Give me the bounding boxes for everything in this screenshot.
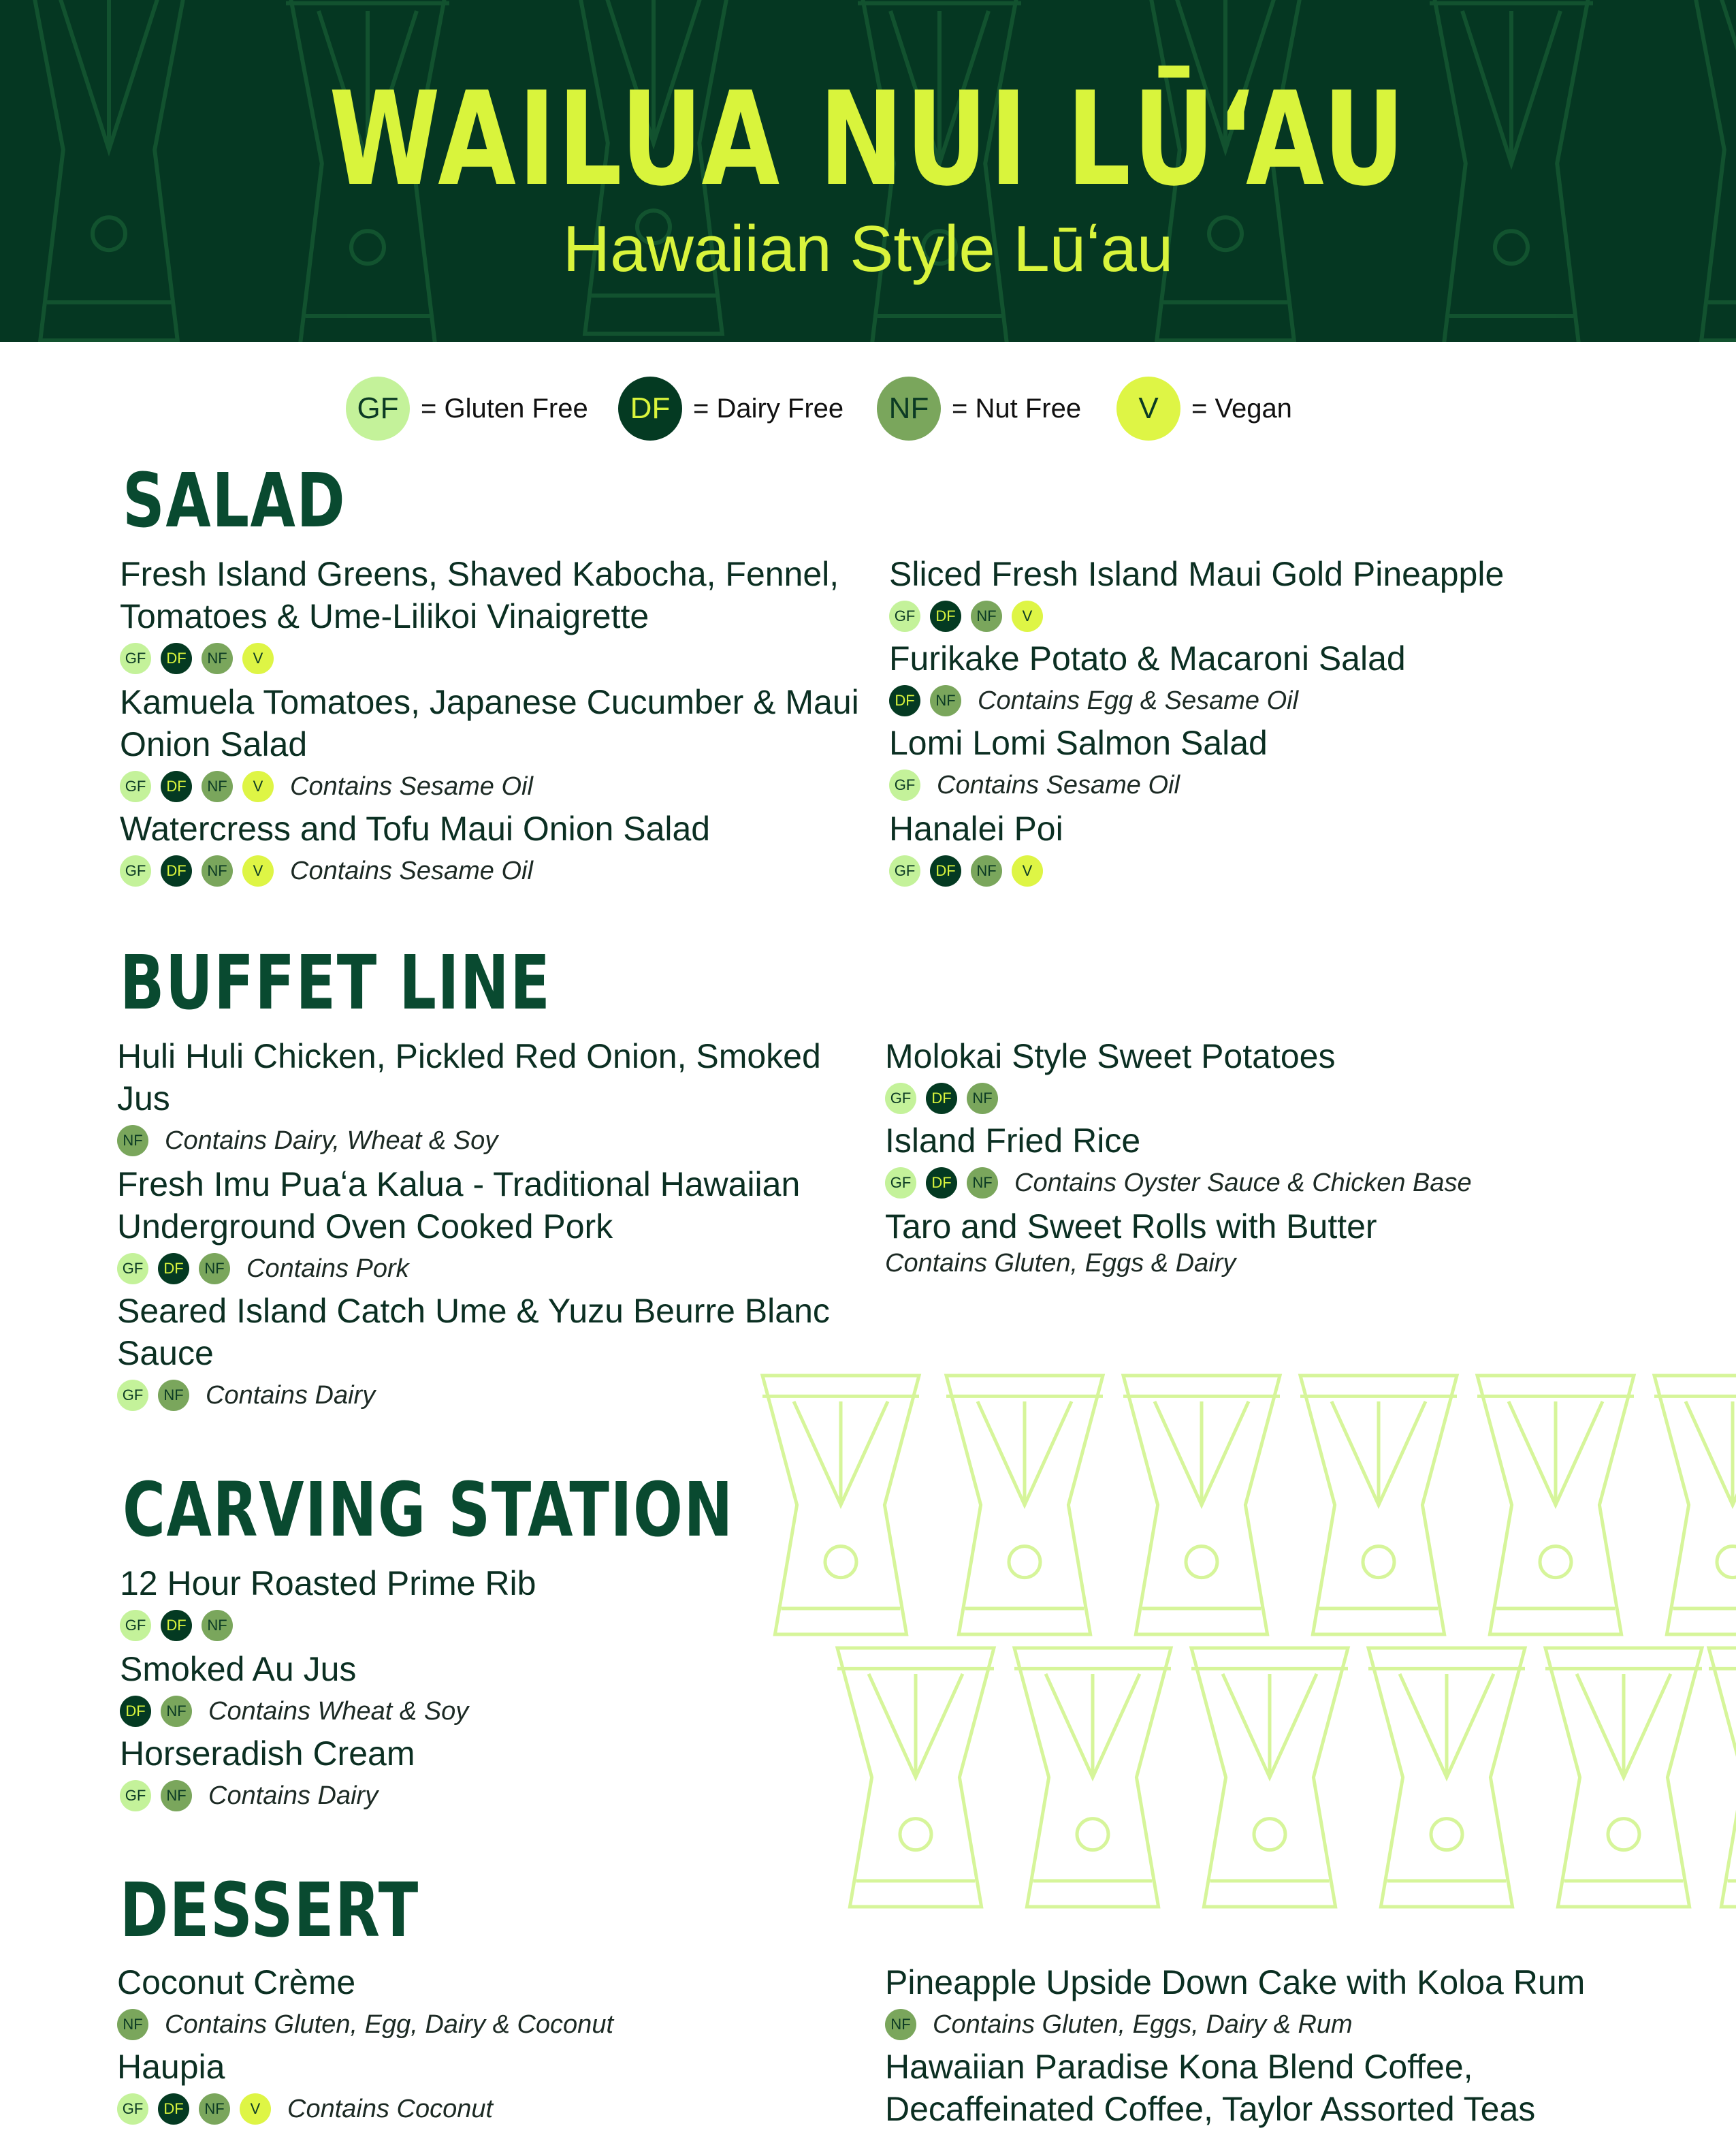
nf-badge-icon: NF (202, 643, 233, 674)
item-name: Hawaiian Paradise Kona Blend Coffee, Decaffeinated Coffee, Taylor Assorted Teas (885, 2048, 1536, 2128)
item-name: Horseradish Cream (120, 1734, 415, 1773)
header-banner (0, 0, 1736, 342)
allergen-note: Contains Dairy, Wheat & Soy (165, 1126, 498, 1155)
nf-badge-icon: NF (971, 855, 1002, 887)
menu-item (889, 553, 1652, 635)
menu-item (117, 1961, 880, 2043)
item-name: Molokai Style Sweet Potatoes (885, 1037, 1336, 1075)
menu-item (885, 1961, 1647, 2043)
gf-badge-icon: GF (120, 771, 151, 802)
dietary-tags (120, 1693, 882, 1730)
menu-item (889, 808, 1652, 889)
df-badge-icon: DF (930, 855, 961, 887)
gf-badge-icon: GF (889, 770, 920, 801)
menu-item (117, 2046, 880, 2127)
df-badge-icon: DF (618, 377, 682, 441)
menu-item (885, 1205, 1647, 1279)
gf-badge-icon: GF (120, 1610, 151, 1641)
item-name: Island Fried Rice (885, 1122, 1141, 1160)
legend-nut-free (877, 376, 1081, 441)
v-badge-icon: V (242, 643, 274, 674)
menu-item (117, 1035, 880, 1159)
menu-item (885, 1120, 1647, 1201)
menu-item (120, 1732, 882, 1814)
legend-label: = Nut Free (952, 393, 1082, 424)
nf-badge-icon: NF (117, 2009, 148, 2040)
gf-badge-icon: GF (889, 601, 920, 632)
item-name: Coconut Crème (117, 1963, 356, 2001)
df-badge-icon: DF (161, 1610, 192, 1641)
drum-decoration-icon (756, 1362, 1736, 1920)
allergen-note: Contains Sesame Oil (290, 856, 533, 885)
allergen-note: Contains Gluten, Egg, Dairy & Coconut (165, 2010, 614, 2039)
nf-badge-icon: NF (117, 1125, 148, 1156)
nf-badge-icon: NF (161, 1780, 192, 1811)
item-name: Pineapple Upside Down Cake with Koloa Rum (885, 1963, 1586, 2001)
item-name: Fresh Island Greens, Shaved Kabocha, Fennel, Tomatoes & Ume-Lilikoi Vinaigrette (120, 555, 839, 635)
menu-item (889, 722, 1652, 804)
allergen-note: Contains Wheat & Soy (208, 1696, 469, 1726)
gf-badge-icon: GF (885, 1083, 916, 1114)
dietary-tags (885, 2006, 1647, 2043)
allergen-note: Contains Gluten, Eggs & Dairy (885, 1249, 1236, 1278)
menu-item (885, 2046, 1647, 2130)
nf-badge-icon: NF (967, 1167, 998, 1199)
df-badge-icon: DF (161, 855, 192, 887)
df-badge-icon: DF (161, 771, 192, 802)
menu-item (120, 681, 882, 805)
menu-item (120, 1562, 882, 1644)
menu-item (120, 1648, 882, 1730)
nf-badge-icon: NF (202, 855, 233, 887)
nf-badge-icon: NF (199, 1253, 230, 1284)
legend-vegan (1116, 376, 1292, 441)
allergen-note: Contains Oyster Sauce & Chicken Base (1014, 1168, 1472, 1197)
df-badge-icon: DF (926, 1083, 957, 1114)
nf-badge-icon: NF (885, 2009, 916, 2040)
dietary-tags (889, 682, 1652, 719)
gf-badge-icon: GF (120, 1780, 151, 1811)
page-subtitle: Hawaiian Style Lūʻau (562, 212, 1174, 285)
item-name: Smoked Au Jus (120, 1650, 357, 1688)
nf-badge-icon: NF (877, 377, 941, 441)
dietary-tags (120, 640, 882, 677)
dietary-tags (117, 2006, 880, 2043)
dietary-tags (885, 1164, 1647, 1201)
dietary-tags (117, 2091, 880, 2127)
nf-badge-icon: NF (971, 601, 1002, 632)
gf-badge-icon: GF (120, 643, 151, 674)
dietary-tags (117, 1250, 880, 1287)
item-name: Taro and Sweet Rolls with Butter (885, 1207, 1377, 1246)
nf-badge-icon: NF (158, 1380, 189, 1411)
v-badge-icon: V (242, 771, 274, 802)
allergen-note: Contains Sesame Oil (290, 772, 533, 801)
allergen-note: Contains Sesame Oil (937, 770, 1180, 799)
item-name: Lomi Lomi Salmon Salad (889, 724, 1268, 762)
dietary-tags (117, 1377, 880, 1414)
menu-item (120, 553, 882, 677)
dietary-tags (120, 1777, 882, 1814)
dietary-tags (120, 768, 882, 805)
df-badge-icon: DF (889, 685, 920, 716)
dietary-tags (885, 1080, 1647, 1117)
gf-badge-icon: GF (120, 855, 151, 887)
nf-badge-icon: NF (930, 685, 961, 716)
menu-item (885, 1035, 1647, 1117)
dietary-tags (889, 853, 1652, 889)
df-badge-icon: DF (158, 2093, 189, 2125)
gf-badge-icon: GF (885, 1167, 916, 1199)
item-name: 12 Hour Roasted Prime Rib (120, 1564, 536, 1602)
nf-badge-icon: NF (967, 1083, 998, 1114)
gf-badge-icon: GF (346, 377, 410, 441)
nf-badge-icon: NF (199, 2093, 230, 2125)
dietary-tags (889, 598, 1652, 635)
item-name: Fresh Imu Puaʻa Kalua - Traditional Hawaiian Underground Oven Cooked Pork (117, 1165, 801, 1246)
item-name: Haupia (117, 2048, 225, 2086)
gf-badge-icon: GF (117, 1380, 148, 1411)
nf-badge-icon: NF (202, 1610, 233, 1641)
page-title: WAILUA NUI LŪʻAU (329, 64, 1407, 215)
section-title-dessert: DESSERT (120, 1867, 419, 1954)
item-name: Furikake Potato & Macaroni Salad (889, 639, 1406, 678)
gf-badge-icon: GF (117, 1253, 148, 1284)
item-name: Watercress and Tofu Maui Onion Salad (120, 810, 711, 848)
menu-item (117, 1290, 880, 1414)
df-badge-icon: DF (930, 601, 961, 632)
dietary-tags (889, 767, 1652, 804)
allergen-note: Contains Gluten, Eggs, Dairy & Rum (933, 2010, 1353, 2039)
item-name: Sliced Fresh Island Maui Gold Pineapple (889, 555, 1505, 593)
df-badge-icon: DF (926, 1167, 957, 1199)
menu-item (120, 808, 882, 889)
df-badge-icon: DF (120, 1696, 151, 1727)
df-badge-icon: DF (158, 1253, 189, 1284)
legend-dairy-free (618, 376, 843, 441)
item-name: Hanalei Poi (889, 810, 1063, 848)
legend-label: = Gluten Free (421, 393, 588, 424)
item-name: Seared Island Catch Ume & Yuzu Beurre Blanc Sauce (117, 1292, 830, 1372)
allergen-note: Contains Dairy (206, 1380, 376, 1410)
v-badge-icon: V (1116, 377, 1180, 441)
allergen-note: Contains Pork (246, 1254, 409, 1283)
item-name: Huli Huli Chicken, Pickled Red Onion, Smoked Jus (117, 1037, 821, 1117)
section-title-salad: SALAD (123, 457, 347, 544)
gf-badge-icon: GF (889, 855, 920, 887)
section-title-buffet: BUFFET LINE (120, 939, 551, 1026)
section-title-carving: CARVING STATION (123, 1466, 734, 1553)
allergen-note: Contains Egg & Sesame Oil (978, 686, 1299, 715)
item-name: Kamuela Tomatoes, Japanese Cucumber & Maui Onion Salad (120, 683, 859, 763)
allergen-note: Contains Coconut (287, 2094, 494, 2123)
v-badge-icon: V (1012, 601, 1043, 632)
v-badge-icon: V (1012, 855, 1043, 887)
dietary-tags (120, 1607, 882, 1644)
v-badge-icon: V (240, 2093, 271, 2125)
nf-badge-icon: NF (161, 1696, 192, 1727)
menu-item (889, 637, 1652, 719)
dietary-legend (0, 376, 1736, 444)
legend-label: = Vegan (1191, 393, 1292, 424)
legend-gluten-free (346, 376, 588, 441)
dietary-tags (120, 853, 882, 889)
v-badge-icon: V (242, 855, 274, 887)
dietary-tags (117, 1122, 880, 1159)
legend-label: = Dairy Free (693, 393, 844, 424)
allergen-note: Contains Dairy (208, 1781, 379, 1810)
menu-item (117, 1163, 880, 1287)
gf-badge-icon: GF (117, 2093, 148, 2125)
nf-badge-icon: NF (202, 771, 233, 802)
df-badge-icon: DF (161, 643, 192, 674)
